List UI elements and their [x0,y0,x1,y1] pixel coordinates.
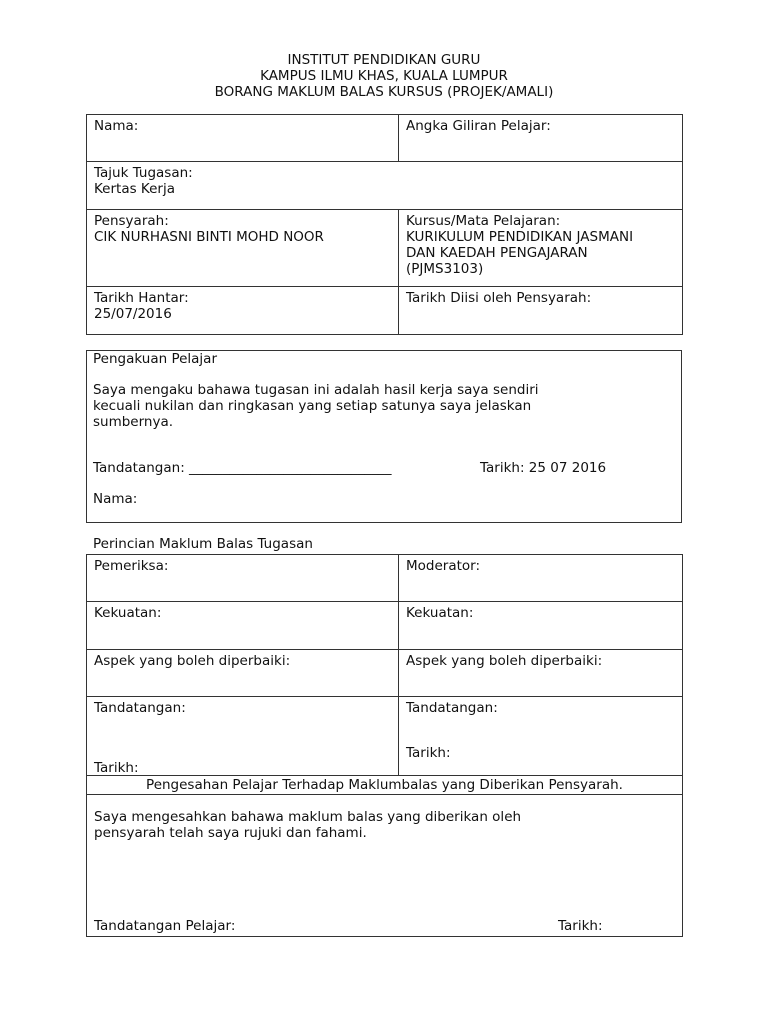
pengesahan-cell [87,795,683,937]
pemeriksa-label: Pemeriksa: [94,558,169,574]
perincian-title: Perincian Maklum Balas Tugasan [93,536,313,552]
tarikh-moderator-label: Tarikh: [406,745,451,761]
tajuk-tugasan-cell [87,162,683,210]
pengesahan-date-label[interactable]: Tarikh: [558,918,603,934]
form-header [0,52,768,100]
nama-cell[interactable] [87,115,399,162]
nama-label: Nama: [94,118,139,134]
kekuatan-pemeriksa-label: Kekuatan: [94,605,162,621]
tajuk-tugasan-value: Kertas Kerja [94,181,175,197]
aspek-moderator-label: Aspek yang boleh diperbaiki: [406,653,603,669]
pengakuan-box [86,350,682,523]
pengesahan-title-cell [87,776,683,795]
kekuatan-moderator-cell[interactable] [399,602,683,650]
pengesahan-signature-label[interactable]: Tandatangan Pelajar: [94,918,236,934]
tarikh-hantar-value: 25/07/2016 [94,306,172,322]
campus-name: KAMPUS ILMU KHAS, KUALA LUMPUR [260,68,508,84]
pengesahan-title: Pengesahan Pelajar Terhadap Maklumbalas yang Diberikan Pensyarah. [146,777,623,793]
pensyarah-cell [87,210,399,287]
tandatangan-moderator-cell[interactable] [399,697,683,776]
tajuk-tugasan-label: Tajuk Tugasan: [94,165,193,181]
pengesahan-text-line1: Saya mengesahkan bahawa maklum balas yang diberikan oleh [94,809,522,825]
kursus-label: Kursus/Mata Pelajaran: [406,213,561,229]
tarikh-pemeriksa-label: Tarikh: [94,760,139,776]
pengakuan-signature-line[interactable]: Tandatangan: ______________________________ [93,460,392,476]
kursus-cell [399,210,683,287]
kekuatan-moderator-label: Kekuatan: [406,605,474,621]
pensyarah-label: Pensyarah: [94,213,169,229]
tandatangan-pemeriksa-cell[interactable] [87,697,399,776]
pengakuan-nama[interactable]: Nama: [93,491,138,507]
kursus-value-line3: (PJMS3103) [406,261,484,277]
kursus-value-line1: KURIKULUM PENDIDIKAN JASMANI [406,229,634,245]
pensyarah-value: CIK NURHASNI BINTI MOHD NOOR [94,229,324,245]
tandatangan-pemeriksa-label: Tandatangan: [94,700,186,716]
tarikh-diisi-label: Tarikh Diisi oleh Pensyarah: [406,290,592,306]
aspek-moderator-cell[interactable] [399,650,683,697]
angka-giliran-label: Angka Giliran Pelajar: [406,118,551,134]
kekuatan-pemeriksa-cell[interactable] [87,602,399,650]
feedback-table [86,554,683,937]
pengakuan-text-line2: kecuali nukilan dan ringkasan yang setiap satunya saya jelaskan [93,398,532,414]
institute-name: INSTITUT PENDIDIKAN GURU [287,52,481,68]
moderator-cell[interactable] [399,555,683,602]
moderator-label: Moderator: [406,558,481,574]
tarikh-hantar-label: Tarikh Hantar: [94,290,189,306]
tandatangan-moderator-label: Tandatangan: [406,700,498,716]
aspek-pemeriksa-label: Aspek yang boleh diperbaiki: [94,653,291,669]
pengakuan-title: Pengakuan Pelajar [93,351,218,367]
pemeriksa-cell[interactable] [87,555,399,602]
pengakuan-date: Tarikh: 25 07 2016 [480,460,607,476]
aspek-pemeriksa-cell[interactable] [87,650,399,697]
angka-giliran-cell[interactable] [399,115,683,162]
tarikh-diisi-cell[interactable] [399,287,683,335]
form-title: BORANG MAKLUM BALAS KURSUS (PROJEK/AMALI) [214,84,554,100]
info-table [86,114,683,335]
pengesahan-text-line2: pensyarah telah saya rujuki dan fahami. [94,825,367,841]
pengakuan-text-line3: sumbernya. [93,414,174,430]
tarikh-hantar-cell [87,287,399,335]
kursus-value-line2: DAN KAEDAH PENGAJARAN [406,245,588,261]
pengakuan-text-line1: Saya mengaku bahawa tugasan ini adalah hasil kerja saya sendiri [93,382,539,398]
